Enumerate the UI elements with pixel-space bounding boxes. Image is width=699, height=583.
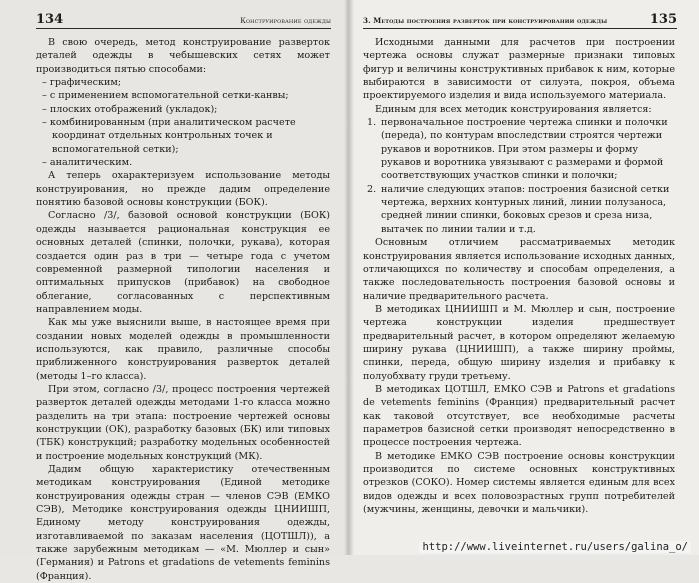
list-item: – с применением вспомогательной сетки-канвы; bbox=[42, 90, 289, 102]
list-item: – аналитическим. bbox=[42, 157, 133, 169]
paragraph: Основным отличием рассматриваемых методик конструирования является использование исходных данных, отличающихся по количеству и способам определения, а также последовательность построения базовой основы и наличие предварительного расчета. bbox=[363, 237, 675, 302]
running-head: Конструирование одежды bbox=[240, 16, 331, 25]
right-page-body bbox=[363, 36, 675, 516]
numbered-item bbox=[363, 116, 675, 183]
list-item: – графическим; bbox=[42, 77, 122, 89]
paragraph: Согласно /3/, базовой основой конструкции (БОК) одежды называется рациональная конструкция ее основных деталей (спинки, полочки, рукава), которая создается один раз в три — четыре года с учетом современной размерной типологии населения и оптимальных припусков (прибавок) на свободное облегание, согласованных с перспективным направлением моды. bbox=[36, 210, 330, 315]
paragraph: Как мы уже выяснили выше, в настоящее время при создании новых моделей одежды в промышленности используются, как правило, различные способы приближенного конструирования разверток деталей (методы 1–го класса). bbox=[36, 317, 330, 382]
book-gutter-shadow bbox=[344, 0, 354, 555]
left-page-header bbox=[36, 10, 331, 29]
paragraph: Единым для всех методик конструирования является: bbox=[375, 103, 652, 115]
item-text: первоначальное построение чертежа спинки и полочки (переда), по контурам впоследствии строятся чертежи рукавов и воротников. При этом размеры и форму рукавов и воротника увязывают с размерами и формой соответствующих участков спинки и полочки; bbox=[381, 117, 668, 182]
item-number: 2. bbox=[367, 183, 377, 195]
numbered-item bbox=[363, 183, 675, 236]
list-item: – плоских отображений (укладок); bbox=[42, 103, 218, 115]
right-page bbox=[349, 0, 699, 555]
item-text: наличие следующих этапов: построения базисной сетки чертежа, верхних контурных линий, линии полузаноса, средней линии спинки, боковых срезов и среза низа, вытачек по линии талии и т.д. bbox=[381, 183, 670, 235]
paragraph: А теперь охарактеризуем использование методы конструирования, но прежде дадим определение понятию базовой основы конструкции (БОК). bbox=[36, 170, 330, 209]
right-page-header bbox=[363, 10, 677, 29]
page-number: 135 bbox=[649, 12, 677, 27]
paragraph: В свою очередь, метод конструирование разверток деталей одежды в чебышевских сетях может производиться пятью способами: bbox=[36, 37, 330, 75]
item-number: 1. bbox=[367, 117, 377, 129]
left-page-body bbox=[36, 36, 330, 583]
paragraph: В методиках ЦОТШЛ, ЕМКО СЭВ и Patrons et gradations de vetements feminins (Франция) предварительный расчет как таковой отсутствует, все необходимые расчеты параметров базисной сетки производят непосредственно в процессе построения чертежа. bbox=[363, 383, 675, 449]
list-item: – комбинированным (при аналитическом расчете координат отдельных контрольных точек и вспомогательной сетки); bbox=[42, 117, 296, 155]
watermark-url: http://www.liveinternet.ru/users/galina_o/ bbox=[419, 541, 691, 553]
paragraph: Исходными данными для расчетов при построении чертежа основы служат размерные признаки типовых фигур и величины конструктивных прибавок к ним, которые выбираются в зависимости от силуэта, покроя, объема проектируемого изделия и вида используемого материала. bbox=[363, 37, 675, 102]
paragraph: Дадим общую характеристику отечественным методикам конструирования (Единой методике конструирования одежды стран — членов СЭВ (ЕМКО СЭВ), Методике конструирования одежды ЦНИИШП, Единому методу конструирования одежды, изготавливаемой по заказам населения (ЦОТШЛ)), а также зарубежным методикам — «М. Мюллер и сын» (Германия) и Patrons et gradations de vetements feminins (Франция). bbox=[36, 464, 330, 582]
running-head: 3. Методы построения разверток при конструировании одежды bbox=[363, 16, 608, 25]
paragraph: В методике ЕМКО СЭВ построение основы конструкции производится по системе основных конструктивных отрезков (СОКО). Номер системы является единым для всех видов одежды и всех половозрастных групп потребителей (мужчины, женщины, девочки и мальчики). bbox=[363, 450, 675, 516]
paragraph: В методиках ЦНИИШП и М. Мюллер и сын, построение чертежа конструкции изделия предшествует предварительный расчет, в котором определяют желаемую ширину рукава (ЦНИИШП), а также ширину проймы, спинки, переда, общую ширину изделия и прибавку к полуобхвату груди третьему. bbox=[363, 303, 675, 382]
page-number: 134 bbox=[36, 12, 64, 27]
left-page bbox=[0, 0, 349, 582]
paragraph: При этом, согласно /3/, процесс построения чертежей разверток деталей одежды методами 1-го класса можно разделить на три этапа: построение чертежей основы конструкции (ОК), разработку базовых (БК) или типовых (ТБК) конструкций; разработку модельных особенностей и построение модельных конструкций (МК). bbox=[36, 383, 330, 462]
